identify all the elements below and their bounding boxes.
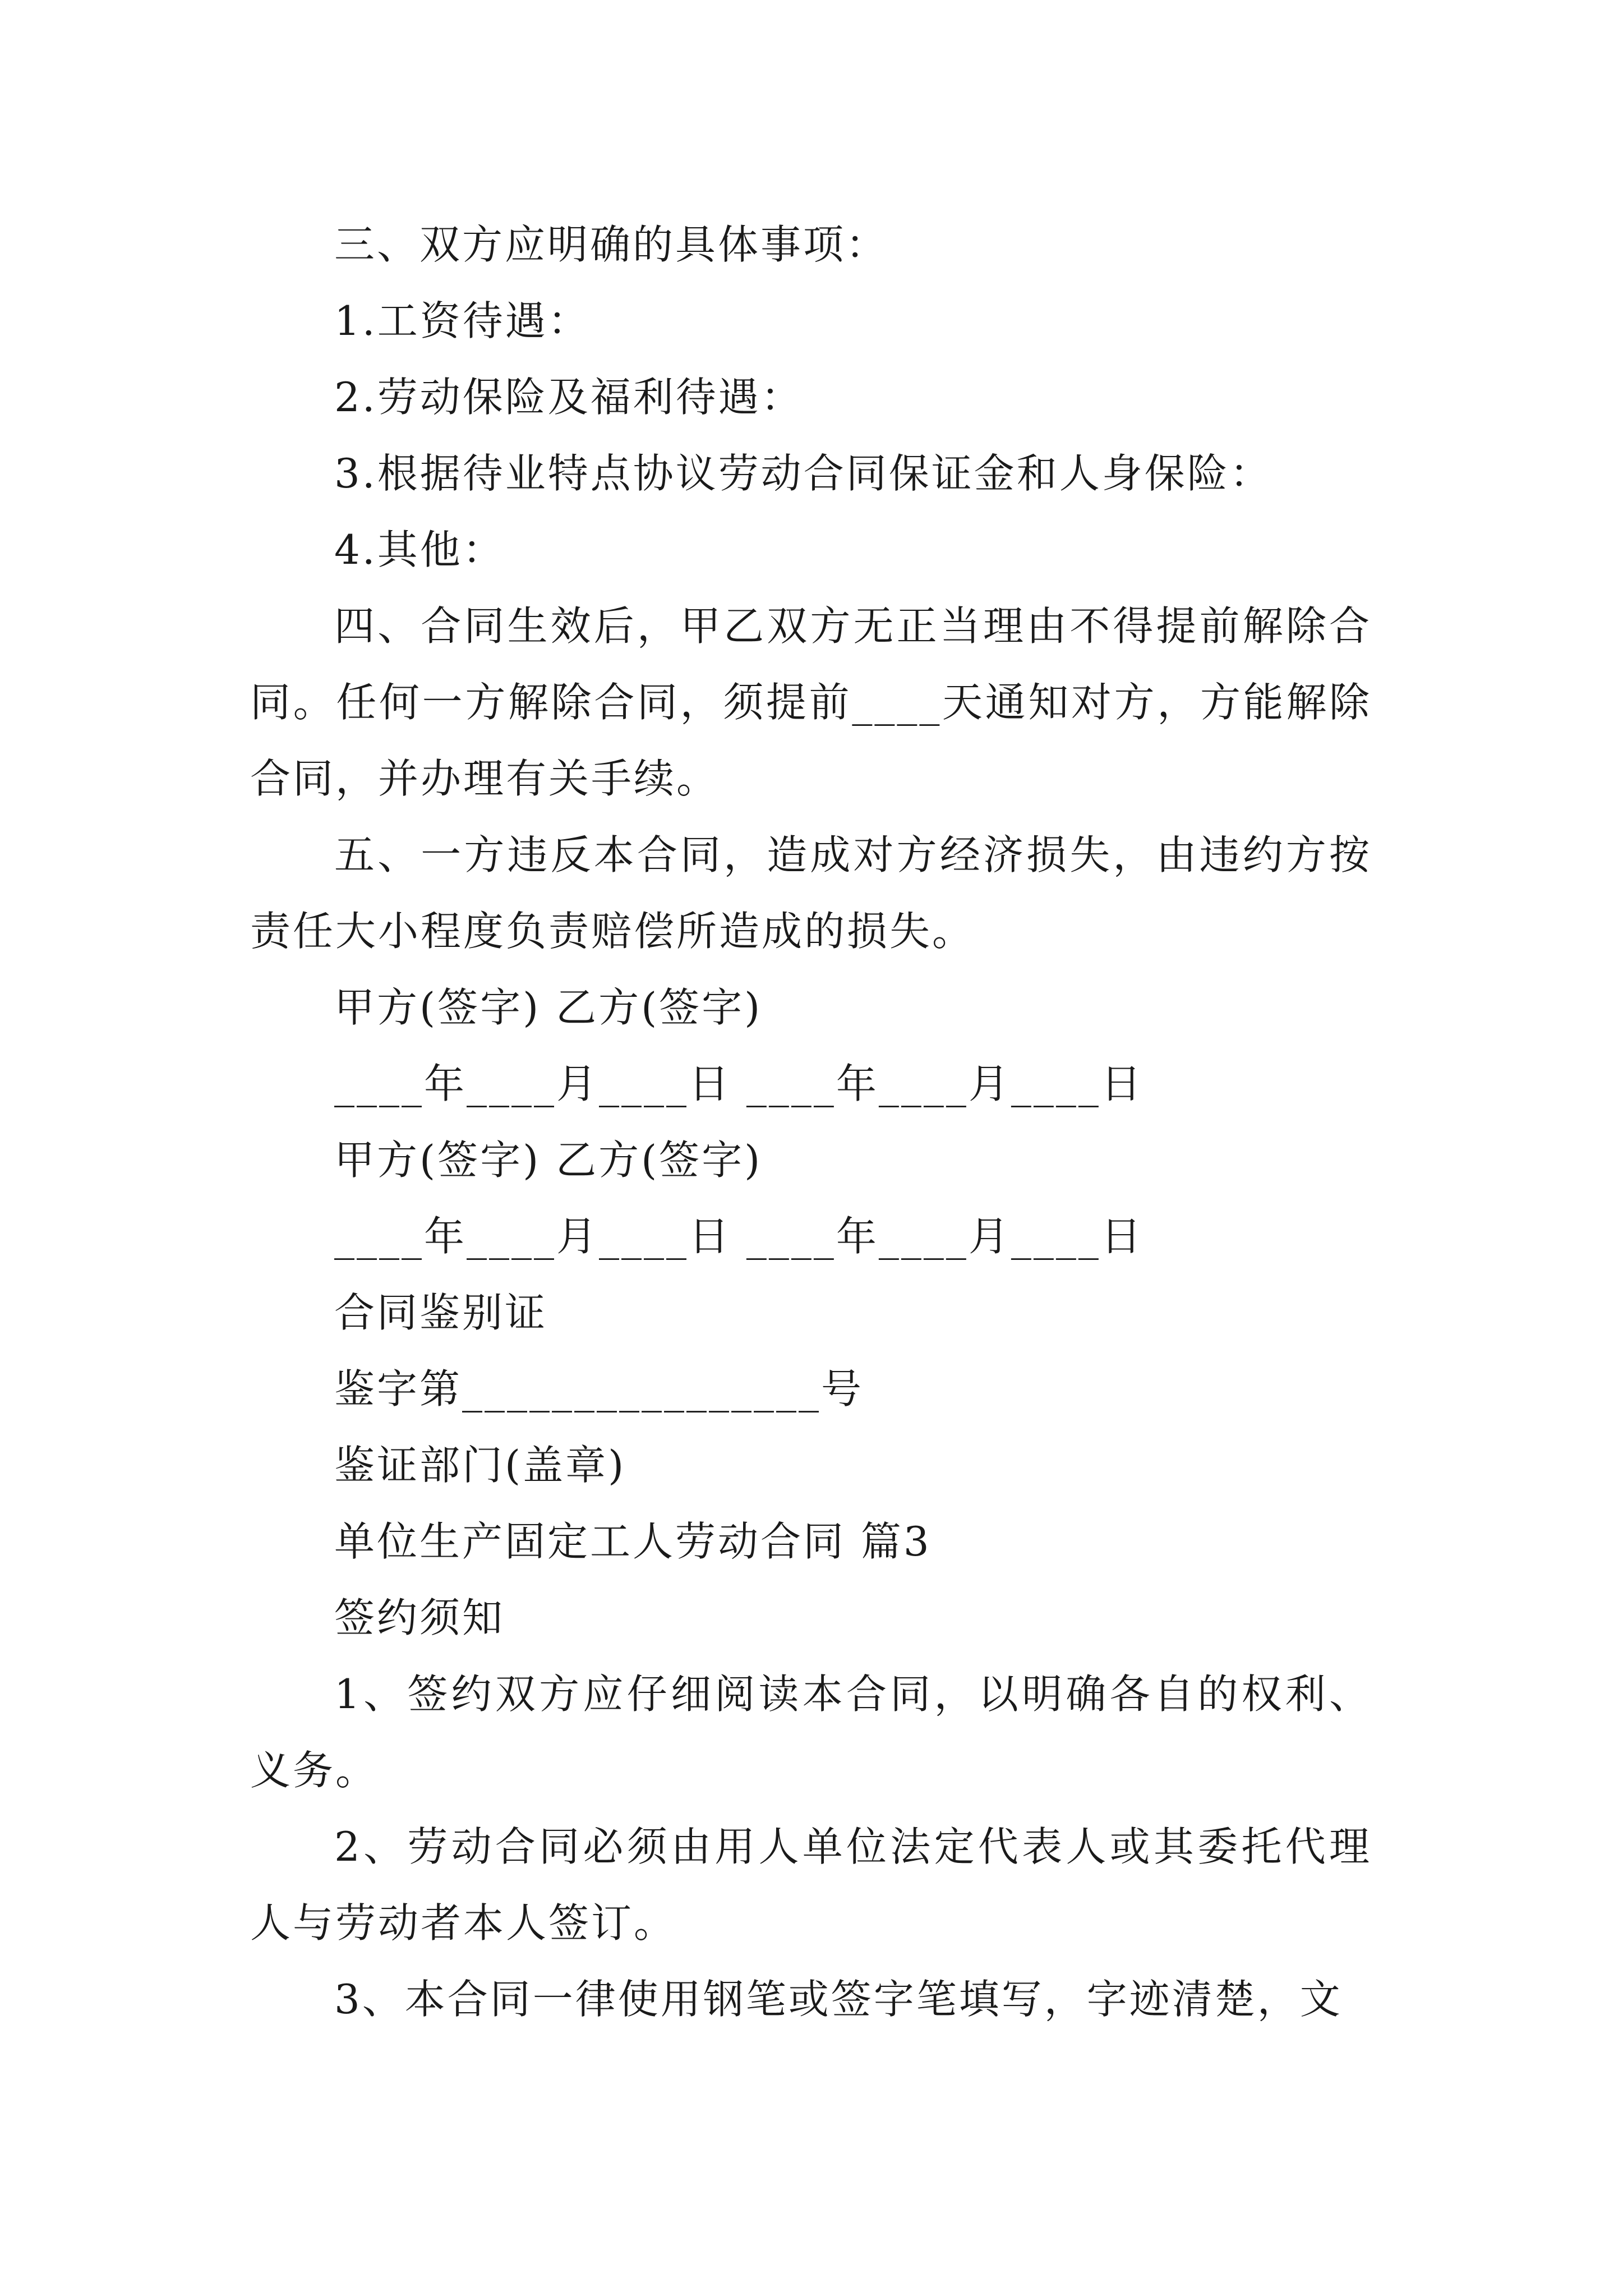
section-title: 单位生产固定工人劳动合同 篇3 <box>334 1518 932 1565</box>
item-wages: 1.工资待遇： <box>334 297 591 344</box>
certification-department: 鉴证部门(盖章) <box>334 1442 626 1489</box>
certification-title: 合同鉴别证 <box>334 1289 548 1336</box>
clause-four-paragraph: 四、合同生效后，甲乙双方无正当理由不得提前解除合同。任何一方解除合同，须提前____天通知对方，方能解除合同，并办理有关手续。 <box>250 602 1372 802</box>
clause-five-paragraph: 五、一方违反本合同，造成对方经济损失，由违约方按责任大小程度负责赔偿所造成的损失。 <box>250 831 1372 955</box>
signature-line: 甲方(签字) 乙方(签字) <box>334 984 763 1031</box>
notice-item: 3、本合同一律使用钢笔或签字笔填写，字迹清楚，文 <box>334 1976 1343 2023</box>
item-deposit-insurance: 3.根据待业特点协议劳动合同保证金和人身保险： <box>334 450 1272 497</box>
certification-number: 鉴字第________________号 <box>334 1365 864 1412</box>
notice-item: 1、签约双方应仔细阅读本合同，以明确各自的权利、义务。 <box>250 1671 1372 1794</box>
item-other: 4.其他： <box>334 526 505 573</box>
date-line: ____年____月____日 ____年____月____日 <box>334 1060 1144 1107</box>
section-three-heading: 三、双方应明确的具体事项： <box>334 221 889 268</box>
notice-item: 2、劳动合同必须由用人单位法定代表人或其委托代理人与劳动者本人签订。 <box>250 1823 1372 1947</box>
date-line: ____年____月____日 ____年____月____日 <box>334 1213 1144 1260</box>
item-insurance-welfare: 2.劳动保险及福利待遇： <box>334 374 804 421</box>
signature-line: 甲方(签字) 乙方(签字) <box>334 1137 763 1184</box>
document-body <box>250 206 1372 2037</box>
notice-title: 签约须知 <box>334 1594 505 1641</box>
